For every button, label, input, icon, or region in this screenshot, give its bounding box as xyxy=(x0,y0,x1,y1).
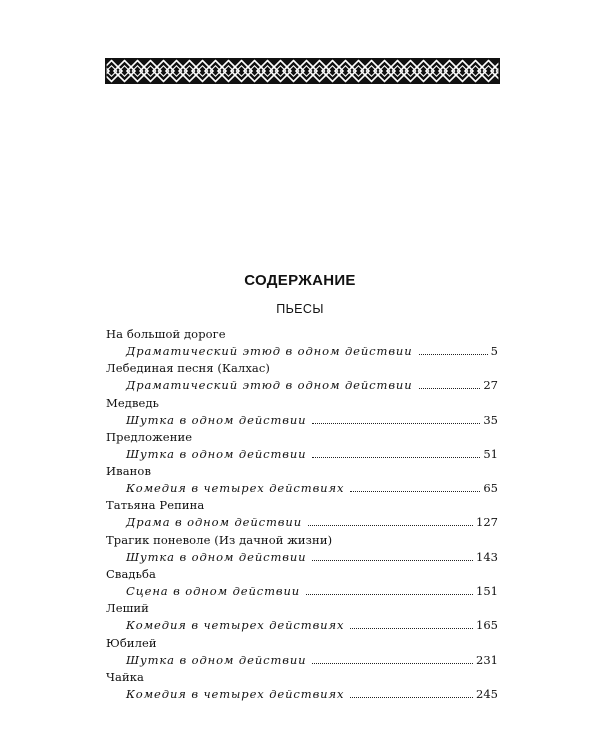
play-title: Медведь xyxy=(106,395,159,410)
play-subtitle: Комедия в четырех действиях xyxy=(126,686,345,701)
page-number: 165 xyxy=(476,618,498,633)
subtitle-line xyxy=(106,549,498,566)
play-title: На большой дороге xyxy=(106,327,226,341)
play-subtitle: Шутка в одном действии xyxy=(126,652,307,667)
page-number: 5 xyxy=(490,344,498,358)
play-title: Татьяна Репина xyxy=(106,498,205,513)
dot-leader xyxy=(312,423,480,424)
page-number: 127 xyxy=(476,515,498,530)
play-title: Юбилей xyxy=(106,635,157,650)
toc-entry xyxy=(106,326,498,360)
subtitle-line xyxy=(106,583,498,600)
dot-leader xyxy=(312,457,480,458)
dot-leader xyxy=(312,663,473,664)
page-number: 65 xyxy=(483,481,498,496)
play-subtitle: Комедия в четырех действиях xyxy=(126,618,345,633)
play-title: Лебединая песня (Калхас) xyxy=(106,361,271,376)
toc-entry xyxy=(106,429,498,463)
page-number: 51 xyxy=(483,446,498,461)
play-subtitle: Сцена в одном действии xyxy=(126,584,301,599)
dot-leader xyxy=(419,354,488,355)
toc-entry xyxy=(106,600,498,634)
subtitle-line xyxy=(106,617,498,634)
play-subtitle: Шутка в одном действии xyxy=(126,412,307,427)
page-number: 27 xyxy=(483,378,498,393)
subtitle-line xyxy=(106,412,498,429)
play-subtitle: Драматический этюд в одном действии xyxy=(126,344,413,358)
page-number: 151 xyxy=(476,584,498,599)
toc-entry xyxy=(106,532,498,566)
play-title: Иванов xyxy=(106,464,152,479)
toc-entry xyxy=(106,360,498,394)
subtitle-line xyxy=(106,446,498,463)
dot-leader xyxy=(350,697,473,698)
page-number: 231 xyxy=(476,652,498,667)
toc-entry xyxy=(106,566,498,600)
play-subtitle: Драма в одном действии xyxy=(126,515,303,530)
table-of-contents xyxy=(106,326,498,703)
page-number: 245 xyxy=(476,686,498,701)
ornament-lattice-pattern xyxy=(105,58,500,84)
play-title: Свадьба xyxy=(106,567,156,582)
section-heading-plays: ПЬЕСЫ xyxy=(276,302,324,316)
toc-entry xyxy=(106,497,498,531)
page-number: 35 xyxy=(483,412,498,427)
play-title: Предложение xyxy=(106,429,193,444)
subtitle-line xyxy=(106,377,498,394)
play-subtitle: Комедия в четырех действиях xyxy=(126,481,345,496)
subtitle-line xyxy=(106,343,498,360)
subtitle-line xyxy=(106,652,498,669)
play-title: Леший xyxy=(106,601,149,616)
subtitle-line xyxy=(106,514,498,531)
toc-entry xyxy=(106,635,498,669)
dot-leader xyxy=(350,628,473,629)
toc-entry xyxy=(106,395,498,429)
page-number: 143 xyxy=(476,549,498,564)
dot-leader xyxy=(312,560,473,561)
dot-leader xyxy=(306,594,473,595)
play-subtitle: Драматический этюд в одном действии xyxy=(126,378,413,393)
subtitle-line xyxy=(106,686,498,703)
ornamental-border-band xyxy=(105,58,500,84)
play-title: Чайка xyxy=(106,669,144,684)
play-subtitle: Шутка в одном действии xyxy=(126,446,307,461)
play-title: Трагик поневоле (Из дачной жизни) xyxy=(106,532,333,547)
contents-heading: СОДЕРЖАНИЕ xyxy=(244,272,356,289)
dot-leader xyxy=(350,491,480,492)
toc-entry xyxy=(106,669,498,703)
subtitle-line xyxy=(106,480,498,497)
toc-entry xyxy=(106,463,498,497)
play-subtitle: Шутка в одном действии xyxy=(126,549,307,564)
dot-leader xyxy=(308,525,473,526)
dot-leader xyxy=(419,388,481,389)
